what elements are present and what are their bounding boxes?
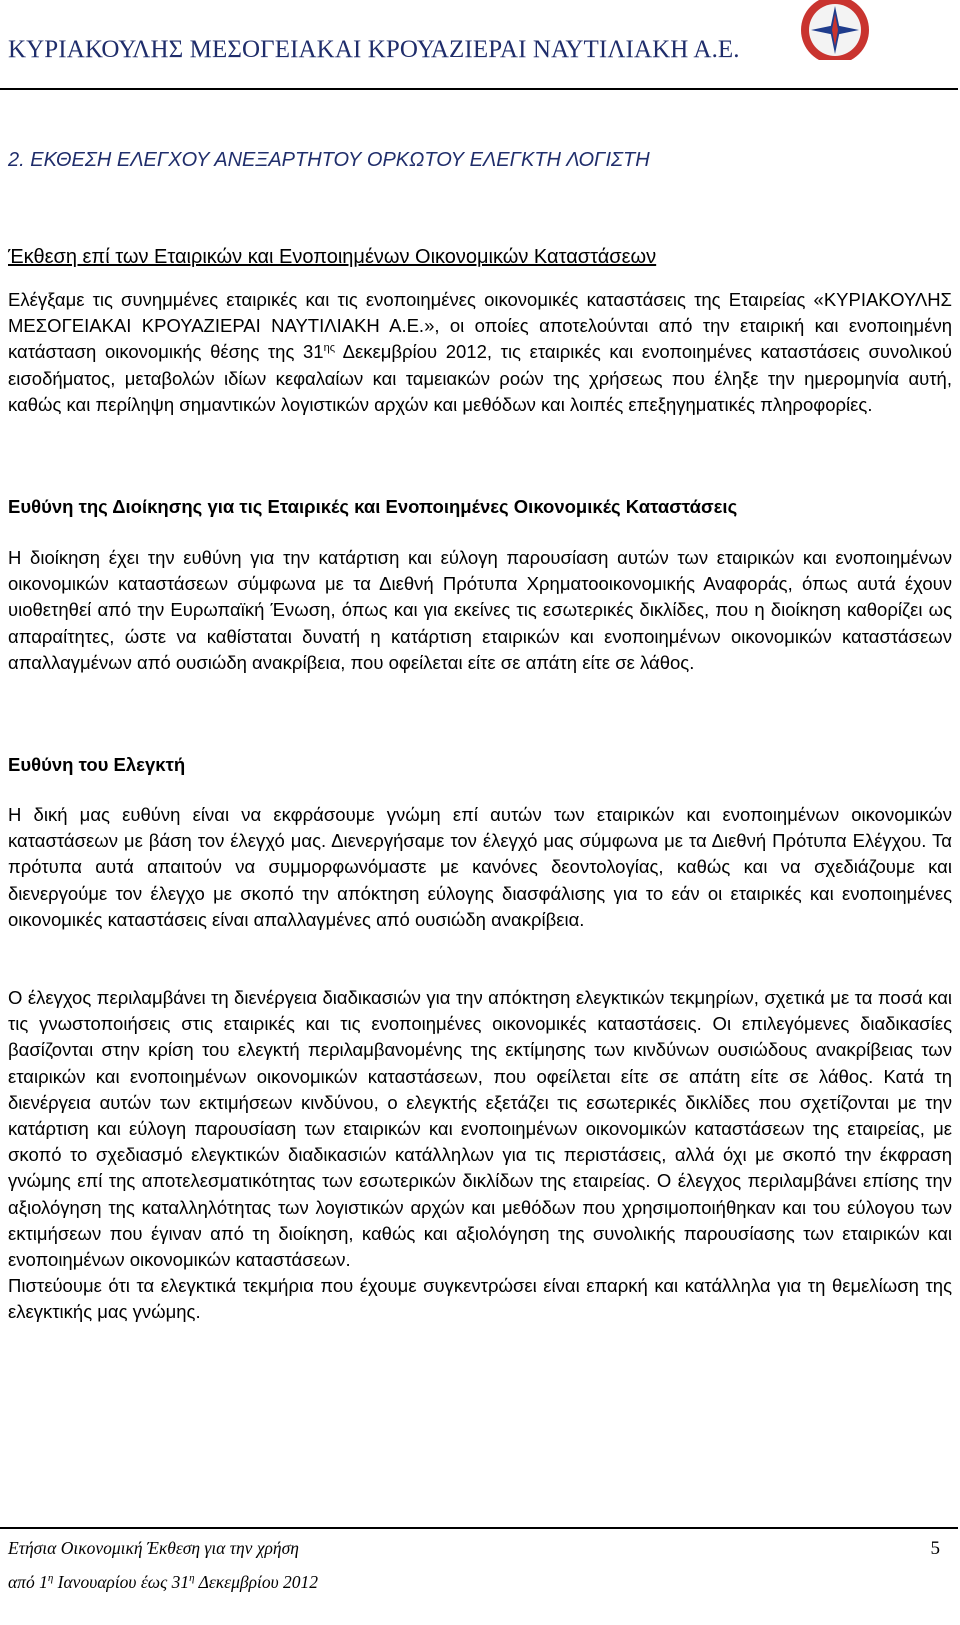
header-divider: [0, 88, 958, 90]
section-title: 2. ΕΚΘΕΣΗ ΕΛΕΓΧΟΥ ΑΝΕΞΑΡΤΗΤΟΥ ΟΡΚΩΤΟΥ ΕΛΕΓΚΤΗ ΛΟΓΙΣΤΗ: [8, 149, 650, 171]
header-company-name: ΚΥΡΙΑΚΟΥΛΗΣ ΜΕΣΟΓΕΙΑΚΑΙ ΚΡΟΥΑΖΙΕΡΑΙ ΝΑΥΤΙΛΙΑΚΗ Α.Ε.: [8, 36, 740, 63]
footer-report-title: Ετήσια Οικονομική Έκθεση για την χρήση: [8, 1538, 299, 1558]
intro-paragraph: Ελέγξαμε τις συνημμένες εταιρικές και τις ενοποιημένες οικονομικές καταστάσεις της Εταιρείας «ΚΥΡΙΑΚΟΥΛΗΣ ΜΕΣΟΓΕΙΑΚΑΙ ΚΡΟΥΑΖΙΕΡΑΙ ΝΑΥΤΙΛΙΑΚΗ Α.Ε.», οι οποίες αποτελούνται από την εταιρική και ενοποιημένη κατάσταση οικονομικής θέσης της $31^{\eta\varsigma}$ Δεκεμβρίου 2012, τις εταιρικές και ενοποιημένες καταστάσεις συνολικού εισοδήματος, μεταβολών ιδίων κεφαλαίων και ταμειακών ροών της χρήσεως που έληξε την ημερομηνία αυτή, καθώς και περίληψη σημαντικών λογιστικών αρχών και μεθόδων και λοιπές επεξηγηματικές πληροφορίες.: [8, 289, 952, 415]
footer-period: από $1^\eta$ Ιανουαρίου έως $31^\eta$ Δεκεμβρίου 2012: [8, 1572, 318, 1592]
report-title: Έκθεση επί των Εταιρικών και Ενοποιημένων Οικονομικών Καταστάσεων: [8, 246, 657, 268]
management-paragraph-block: [8, 545, 952, 676]
compass-rose-logo-icon: [796, 0, 874, 60]
footer-divider: [0, 1527, 958, 1529]
auditor-paragraph-1: Η δική μας ευθύνη είναι να εκφράσουμε γνώμη επί αυτών των εταιρικών και ενοποιημένων οικονομικών καταστάσεων με βάση τον έλεγχό μας. Διενεργήσαμε τον έλεγχό μας σύμφωνα με τα Διεθνή Πρότυπα Ελέγχου. Τα πρότυπα αυτά απαιτούν να συμμορφωνόμαστε με κανόνες δεοντολογίας, καθώς και να σχεδιάζουμε και διενεργούμε τον έλεγχο με σκοπό την απόκτηση εύλογης διασφάλισης για το εάν οι εταιρικές και ενοποιημένες οικονομικές καταστάσεις είναι απαλλαγμένες από ουσιώδη ανακρίβεια.: [8, 804, 952, 930]
management-paragraph: Η διοίκηση έχει την ευθύνη για την κατάρτιση και εύλογη παρουσίαση αυτών των εταιρικών και ενοποιημένων οικονομικών καταστάσεων σύμφωνα με τα Διεθνή Πρότυπα Χρηματοοικονομικής Αναφοράς, όπως αυτά έχουν υιοθετηθεί από την Ευρωπαϊκή Ένωση, όπως και για εκείνες τις εσωτερικές δικλίδες, που η διοίκηση καθορίζει ως απαραίτητες, ώστε να καθίσταται δυνατή η κατάρτιση εταιρικών και ενοποιημένων οικονομικών καταστάσεων απαλλαγμένων από ουσιώδη ανακρίβεια, που οφείλεται είτε σε απάτη είτε σε λάθος.: [8, 547, 952, 673]
management-heading: Ευθύνη της Διοίκησης για τις Εταιρικές και Ενοποιημένες Οικονομικές Καταστάσεις: [8, 496, 738, 517]
auditor-paragraph-2: Ο έλεγχος περιλαμβάνει τη διενέργεια διαδικασιών για την απόκτηση ελεγκτικών τεκμηρίων, σχετικά με τα ποσά και τις γνωστοποιήσεις στις εταιρικές και τις ενοποιημένες οικονομικές καταστάσεις. Οι επιλεγόμενες διαδικασίες βασίζονται στην κρίση του ελεγκτή περιλαμβανομένης της εκτίμησης των κινδύνων ουσιώδους ανακρίβειας των εταιρικών και ενοποιημένων οικονομικών καταστάσεων, που οφείλεται είτε σε απάτη είτε σε λάθος. Κατά τη διενέργεια αυτών των εκτιμήσεων κινδύνου, ο ελεγκτής εξετάζει τις εσωτερικές δικλίδες που σχετίζονται με την κατάρτιση και εύλογη παρουσίαση των εταιρικών και ενοποιημένων οικονομικών καταστάσεων της εταιρείας, με σκοπό το σχεδιασμό ελεγκτικών διαδικασιών κατάλληλων για τις περιστάσεις, αλλά όχι με σκοπό την έκφραση γνώμης επί της αποτελεσματικότητας των εσωτερικών δικλίδων της εταιρείας. Ο έλεγχος περιλαμβάνει επίσης την αξιολόγηση της καταλληλότητας των λογιστικών αρχών και μεθόδων που χρησιμοποιήθηκαν και του εύλογου των εκτιμήσεων που έγιναν από τη διοίκηση, καθώς και αξιολόγηση της συνολικής παρουσίασης των εταιρικών και ενοποιημένων οικονομικών καταστάσεων.: [8, 987, 952, 1271]
auditor-paragraph-block-1: [8, 802, 952, 933]
auditor-heading: Ευθύνη του Ελεγκτή: [8, 754, 186, 775]
auditor-paragraph-3: Πιστεύουμε ότι τα ελεγκτικά τεκμήρια που έχουμε συγκεντρώσει είναι επαρκή και κατάλληλα για τη θεμελίωση της ελεγκτικής μας γνώμης.: [8, 1275, 952, 1323]
auditor-paragraph-block-2: [8, 985, 952, 1326]
intro-paragraph-block: [8, 287, 952, 418]
page-number: 5: [930, 1538, 940, 1559]
